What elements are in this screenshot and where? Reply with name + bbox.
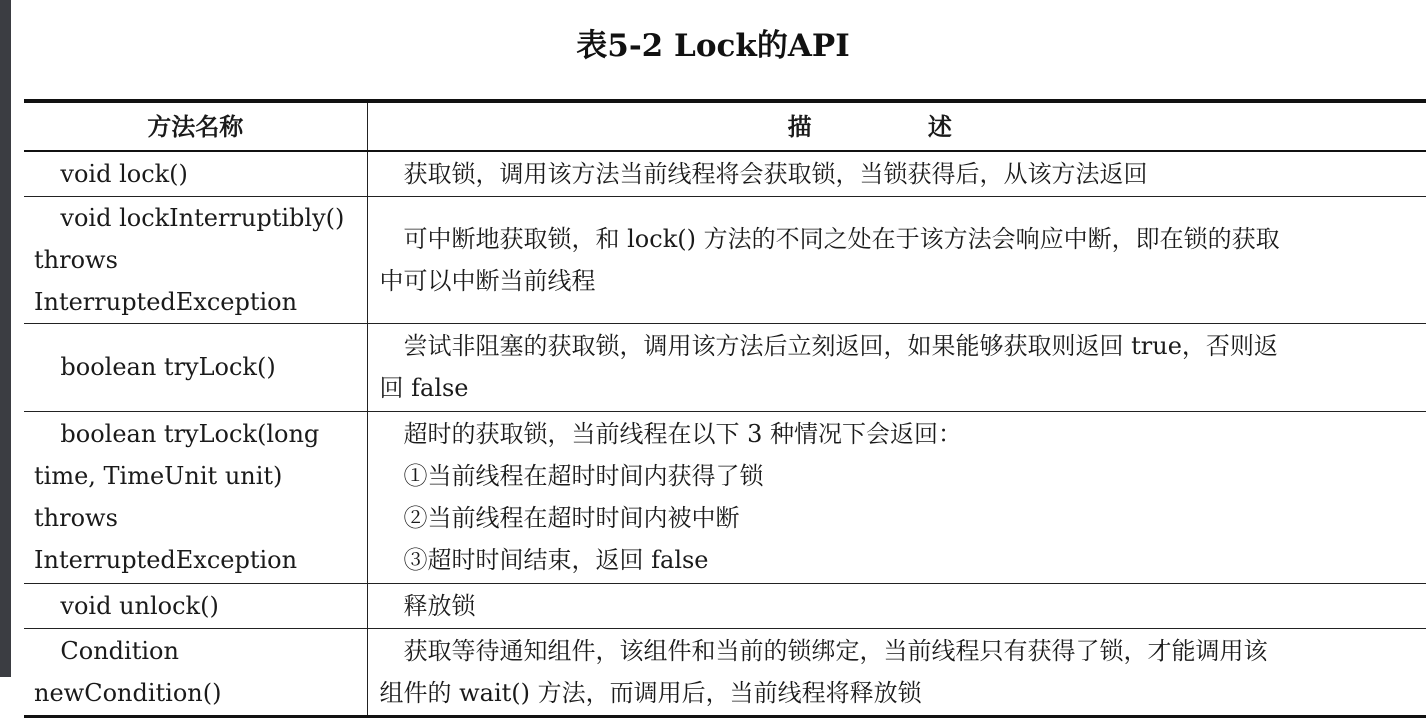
- description-line: 超时的获取锁，当前线程在以下 3 种情况下会返回：: [403, 420, 963, 448]
- table-row: [24, 151, 1426, 196]
- header-description-label: 描 述: [787, 112, 1006, 141]
- method-cell: [24, 628, 367, 716]
- table-row: [24, 628, 1426, 716]
- method-signature-line: boolean tryLock(): [60, 353, 276, 381]
- method-cell: [24, 323, 367, 411]
- description-line: 中可以中断当前线程: [379, 266, 596, 295]
- method-signature-line: void lockInterruptibly(): [60, 203, 345, 232]
- method-signature-line: InterruptedException: [34, 546, 298, 574]
- table-row: [24, 583, 1426, 628]
- header-description: [367, 101, 1426, 151]
- description-cell: [367, 583, 1426, 628]
- description-line: ②当前线程在超时时间内被中断: [403, 504, 740, 532]
- table-row: [24, 196, 1426, 323]
- method-signature-line: time, TimeUnit unit) throws: [34, 462, 283, 532]
- description-cell: [367, 628, 1426, 716]
- method-cell: [24, 583, 367, 628]
- description-line: 组件的 wait() 方法，而调用后，当前线程将释放锁: [379, 678, 922, 707]
- header-method-name: 方法名称: [24, 101, 367, 151]
- table-caption: 表5-2 Lock的API: [576, 28, 850, 64]
- method-cell: [24, 196, 367, 323]
- description-line: 尝试非阻塞的获取锁，调用该方法后立刻返回，如果能够获取则返回 true，否则返: [403, 332, 1278, 360]
- table-row: [24, 323, 1426, 411]
- window-left-edge: [0, 0, 11, 677]
- description-line: ①当前线程在超时时间内获得了锁: [403, 462, 764, 490]
- description-line: 获取等待通知组件，该组件和当前的锁绑定，当前线程只有获得了锁，才能调用该: [403, 636, 1268, 665]
- table-row: [24, 411, 1426, 583]
- description-line: 获取锁，调用该方法当前线程将会获取锁，当锁获得后，从该方法返回: [403, 159, 1148, 188]
- description-line: 回 false: [379, 374, 469, 402]
- method-signature-line: void unlock(): [60, 591, 219, 620]
- description-cell: [367, 151, 1426, 196]
- method-signature-line: boolean tryLock(long: [60, 420, 320, 448]
- description-line: ③超时时间结束，返回 false: [403, 546, 709, 574]
- table-header-row: [24, 101, 1426, 151]
- method-cell: [24, 411, 367, 583]
- method-cell: [24, 151, 367, 196]
- description-cell: [367, 411, 1426, 583]
- description-line: 释放锁: [403, 591, 476, 620]
- method-signature-line: throws InterruptedException: [34, 245, 298, 316]
- description-line: 可中断地获取锁，和 lock() 方法的不同之处在于该方法会响应中断，即在锁的获取: [403, 224, 1280, 253]
- description-cell: [367, 196, 1426, 323]
- method-signature-line: Condition newCondition(): [34, 636, 222, 707]
- description-cell: [367, 323, 1426, 411]
- method-signature-line: void lock(): [60, 159, 188, 188]
- lock-api-table: [24, 99, 1426, 718]
